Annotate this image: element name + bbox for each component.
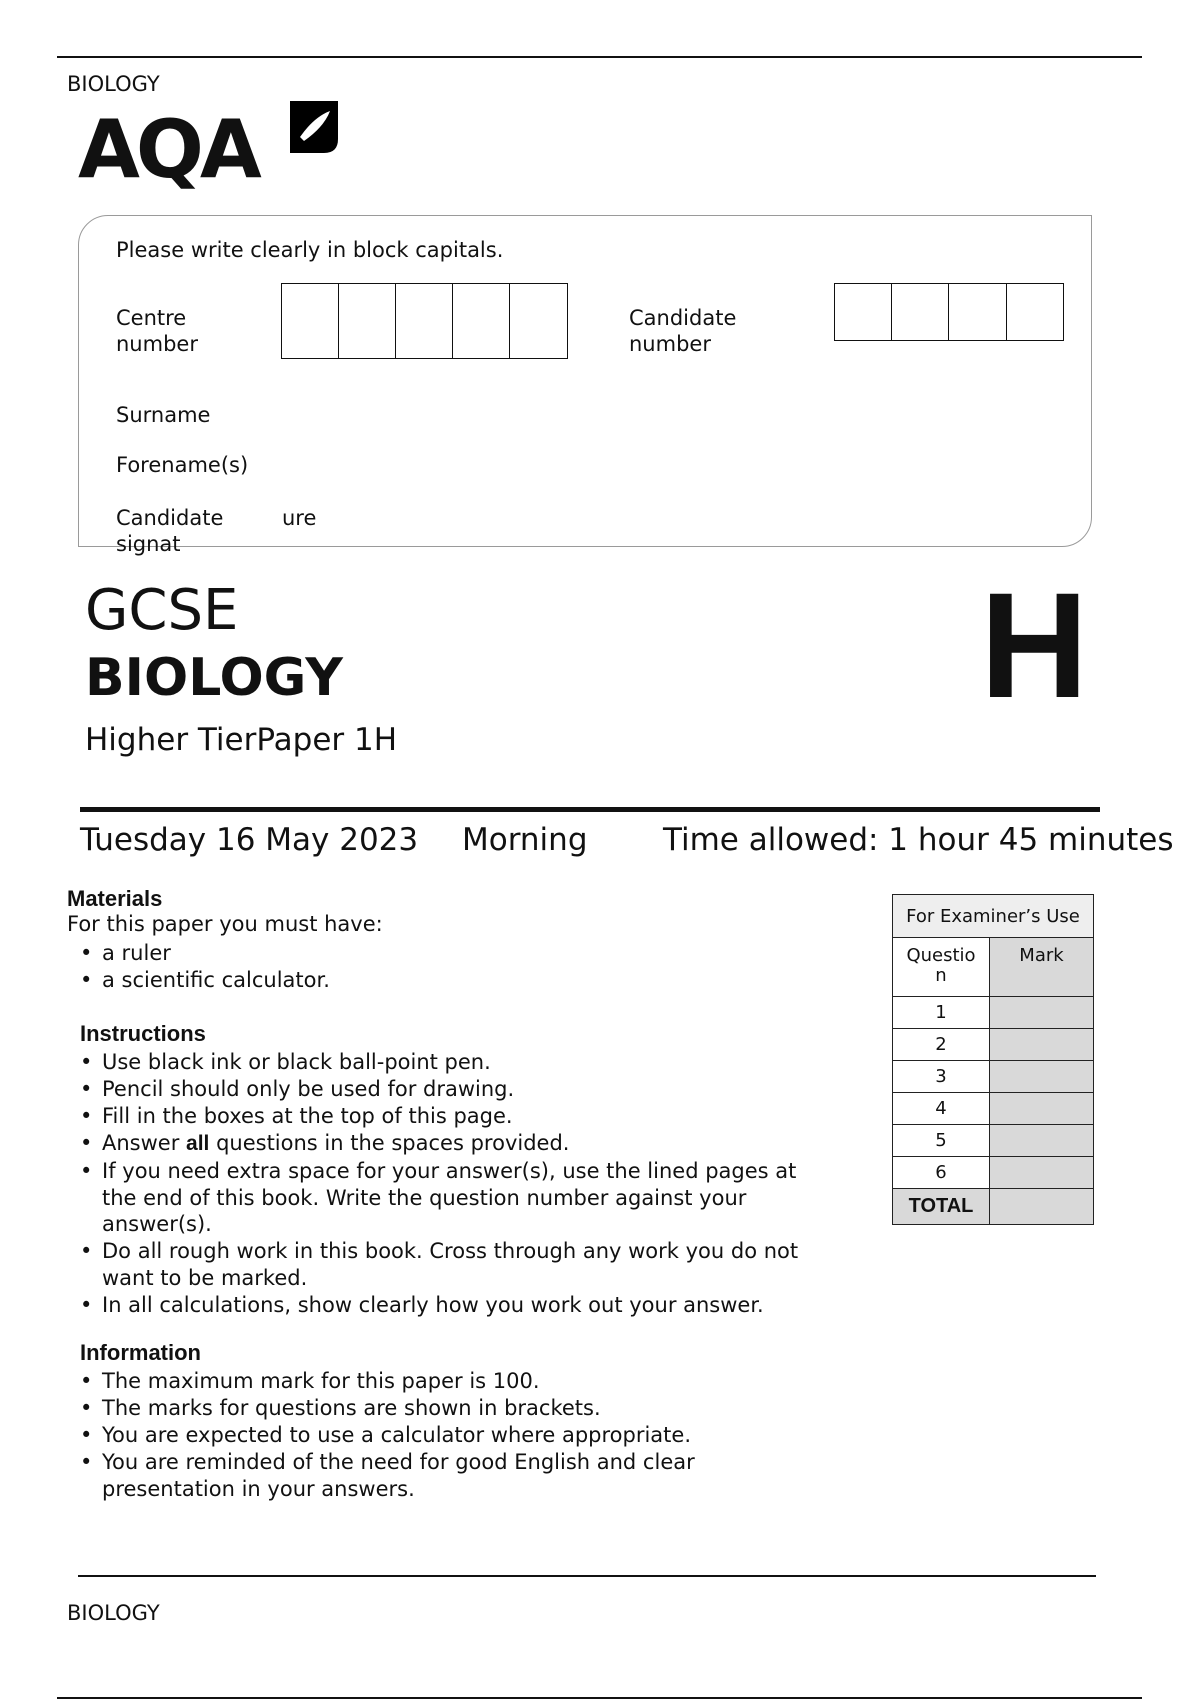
list-item-text: Answer <box>102 1131 187 1155</box>
list-item: • Use black ink or black ball-point pen. <box>80 1049 850 1076</box>
qualification-title: GCSE <box>85 578 239 643</box>
footer-subject: BIOLOGY <box>67 1601 160 1625</box>
list-item: • You are reminded of the need for good English and clear presentation in your answers. <box>80 1449 760 1502</box>
time-allowed: Time allowed: 1 hour 45 minutes <box>663 822 1174 858</box>
instructions-heading: Instructions <box>80 1021 206 1046</box>
list-item-emphasis: all <box>186 1132 210 1155</box>
bottom-rule <box>57 1697 1142 1699</box>
header-subject: BIOLOGY <box>67 72 160 96</box>
question-number: 1 <box>893 997 990 1029</box>
total-mark-cell[interactable] <box>990 1189 1094 1225</box>
examiner-use-table <box>892 894 1094 1225</box>
subject-title: BIOLOGY <box>85 648 343 708</box>
list-item: • a scientific calculator. <box>80 967 330 994</box>
table-row <box>893 1157 1094 1189</box>
tier-letter: H <box>980 561 1089 729</box>
total-label: TOTAL <box>893 1189 990 1225</box>
centre-number-label <box>116 305 198 357</box>
centre-number-boxes <box>281 283 568 359</box>
materials-list <box>80 940 330 994</box>
list-item: • You are expected to use a calculator where appropriate. <box>80 1422 760 1449</box>
list-item <box>80 1130 850 1158</box>
candidate-number-label-line2: number <box>629 332 711 356</box>
mark-cell[interactable] <box>990 1125 1094 1157</box>
centre-number-digit-box[interactable] <box>339 284 396 358</box>
list-item-text: questions in the spaces provided. <box>209 1131 570 1155</box>
total-row <box>893 1189 1094 1225</box>
top-rule <box>57 56 1142 58</box>
materials-intro: For this paper you must have: <box>67 912 383 936</box>
question-number: 4 <box>893 1093 990 1125</box>
examiner-table-title: For Examiner’s Use <box>893 895 1094 938</box>
block-capitals-instruction: Please write clearly in block capitals. <box>116 238 504 262</box>
question-header-line2: n <box>935 965 947 986</box>
signature-label-line1: Candidate <box>116 506 224 530</box>
forenames-field[interactable] <box>280 448 1060 480</box>
candidate-number-label-line1: Candidate <box>629 306 737 330</box>
list-item: • Pencil should only be used for drawing. <box>80 1076 850 1103</box>
candidate-number-boxes <box>834 283 1064 341</box>
signature-label-fragment: ure <box>282 506 317 530</box>
question-number: 3 <box>893 1061 990 1093</box>
instructions-list <box>80 1049 850 1319</box>
surname-field[interactable] <box>280 398 1060 430</box>
surname-label: Surname <box>116 403 211 427</box>
candidate-number-digit-box[interactable] <box>1007 284 1063 340</box>
aqa-logo-mark-icon <box>284 97 344 157</box>
signature-field[interactable] <box>330 500 1060 532</box>
aqa-logo <box>78 95 348 195</box>
question-column-header <box>893 938 990 997</box>
mark-cell[interactable] <box>990 1061 1094 1093</box>
title-rule <box>80 807 1100 812</box>
list-item: • Fill in the boxes at the top of this page. <box>80 1103 850 1130</box>
tier-paper-line <box>85 722 397 758</box>
candidate-details-box <box>78 215 1092 547</box>
table-row <box>893 1061 1094 1093</box>
table-row <box>893 1125 1094 1157</box>
centre-number-digit-box[interactable] <box>453 284 510 358</box>
centre-number-label-line2: number <box>116 332 198 356</box>
exam-session: Morning <box>462 822 588 858</box>
mark-cell[interactable] <box>990 1093 1094 1125</box>
list-item: • In all calculations, show clearly how you work out your answer. <box>80 1292 850 1319</box>
forenames-label: Forename(s) <box>116 453 249 477</box>
list-item: • The maximum mark for this paper is 100. <box>80 1368 760 1395</box>
signature-label-line2: signat <box>116 532 181 556</box>
signature-label <box>116 505 223 557</box>
exam-date: Tuesday 16 May 2023 <box>80 822 419 858</box>
candidate-number-label <box>629 305 736 357</box>
list-item: • If you need extra space for your answer(s), use the lined pages at the end of this book. Write the question number against your answer(s). <box>80 1158 832 1238</box>
tier-label: Higher Tier <box>85 722 257 758</box>
table-row <box>893 1029 1094 1061</box>
candidate-number-digit-box[interactable] <box>835 284 892 340</box>
mark-column-header: Mark <box>990 938 1094 997</box>
question-header-line1: Questio <box>906 945 976 966</box>
question-number: 5 <box>893 1125 990 1157</box>
footer-rule <box>78 1575 1096 1577</box>
information-list <box>80 1368 760 1503</box>
aqa-logo-text: AQA <box>78 103 258 196</box>
mark-cell[interactable] <box>990 1157 1094 1189</box>
candidate-number-digit-box[interactable] <box>949 284 1007 340</box>
information-heading: Information <box>80 1340 201 1365</box>
question-number: 6 <box>893 1157 990 1189</box>
mark-cell[interactable] <box>990 997 1094 1029</box>
centre-number-digit-box[interactable] <box>396 284 453 358</box>
paper-label: Paper 1H <box>256 722 398 758</box>
question-number: 2 <box>893 1029 990 1061</box>
list-item: • a ruler <box>80 940 330 967</box>
list-item: • The marks for questions are shown in brackets. <box>80 1395 760 1422</box>
centre-number-label-line1: Centre <box>116 306 187 330</box>
centre-number-digit-box[interactable] <box>282 284 339 358</box>
table-row <box>893 1093 1094 1125</box>
list-item: • Do all rough work in this book. Cross through any work you do not want to be marked. <box>80 1238 822 1291</box>
table-row <box>893 997 1094 1029</box>
centre-number-digit-box[interactable] <box>510 284 567 358</box>
mark-cell[interactable] <box>990 1029 1094 1061</box>
candidate-number-digit-box[interactable] <box>892 284 949 340</box>
materials-heading: Materials <box>67 886 163 911</box>
